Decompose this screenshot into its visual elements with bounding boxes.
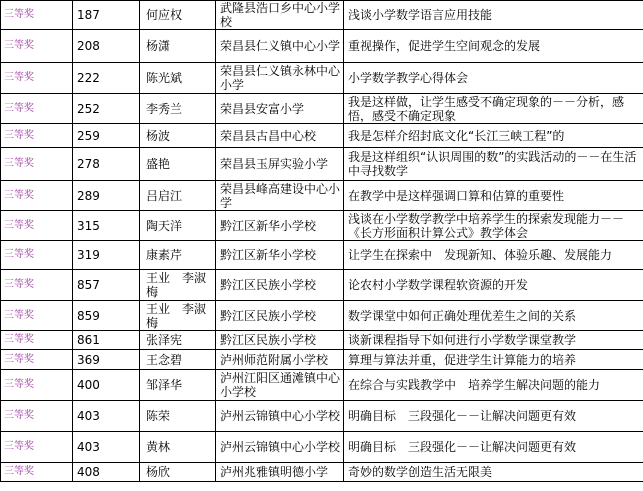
school-cell: 黔江区民族小学校 — [216, 301, 344, 331]
name-cell: 张泽宪 — [140, 331, 216, 350]
school-cell: 荣昌县仁义镇中心小学 — [216, 30, 344, 63]
table-row — [1, 30, 643, 63]
table-row — [1, 1, 643, 30]
award-cell: 三等奖 — [1, 211, 73, 241]
award-cell: 三等奖 — [1, 94, 73, 124]
school-cell: 荣昌县安富小学 — [216, 94, 344, 124]
number-cell: 859 — [73, 301, 140, 331]
table-row — [1, 432, 643, 463]
award-cell: 三等奖 — [1, 1, 73, 30]
award-cell: 三等奖 — [1, 63, 73, 94]
school-cell: 泸州云锦镇中心小学校 — [216, 401, 344, 432]
title-cell: 数学课堂中如何正确处理优差生之间的关系 — [344, 301, 643, 331]
award-cell: 三等奖 — [1, 401, 73, 432]
table-row — [1, 463, 643, 482]
award-cell: 三等奖 — [1, 370, 73, 401]
number-cell: 861 — [73, 331, 140, 350]
name-cell: 杨欣 — [140, 463, 216, 482]
number-cell: 289 — [73, 181, 140, 211]
table-row — [1, 350, 643, 370]
school-cell: 黔江区新华小学校 — [216, 241, 344, 270]
number-cell: 319 — [73, 241, 140, 270]
number-cell: 400 — [73, 370, 140, 401]
table-row — [1, 211, 643, 241]
school-cell: 黔江区民族小学校 — [216, 331, 344, 350]
title-cell: 明确目标 三段强化－－让解决问题更有效 — [344, 401, 643, 432]
award-cell: 三等奖 — [1, 463, 73, 482]
award-cell: 三等奖 — [1, 270, 73, 301]
number-cell: 187 — [73, 1, 140, 30]
name-cell: 陶天洋 — [140, 211, 216, 241]
number-cell: 252 — [73, 94, 140, 124]
name-cell: 杨波 — [140, 124, 216, 148]
table-row — [1, 148, 643, 181]
name-cell: 陈荣 — [140, 401, 216, 432]
number-cell: 403 — [73, 432, 140, 463]
number-cell: 259 — [73, 124, 140, 148]
number-cell: 315 — [73, 211, 140, 241]
school-cell: 黔江区民族小学校 — [216, 270, 344, 301]
name-cell: 杨潇 — [140, 30, 216, 63]
award-cell: 三等奖 — [1, 350, 73, 370]
number-cell: 408 — [73, 463, 140, 482]
award-table-body — [1, 1, 643, 482]
title-cell: 在综合与实践教学中 培养学生解决问题的能力 — [344, 370, 643, 401]
number-cell: 208 — [73, 30, 140, 63]
school-cell: 泸州兆雅镇明德小学 — [216, 463, 344, 482]
title-cell: 谈新课程指导下如何进行小学数学课堂教学 — [344, 331, 643, 350]
title-cell: 论农村小学数学课程软资源的开发 — [344, 270, 643, 301]
table-row — [1, 370, 643, 401]
table-row — [1, 270, 643, 301]
number-cell: 369 — [73, 350, 140, 370]
table-row — [1, 331, 643, 350]
title-cell: 在教学中是这样强调口算和估算的重要性 — [344, 181, 643, 211]
number-cell: 857 — [73, 270, 140, 301]
award-cell: 三等奖 — [1, 148, 73, 181]
title-cell: 浅谈小学数学语言应用技能 — [344, 1, 643, 30]
name-cell: 盛艳 — [140, 148, 216, 181]
table-row — [1, 301, 643, 331]
title-cell: 奇妙的数学创造生活无限美 — [344, 463, 643, 482]
name-cell: 康素芹 — [140, 241, 216, 270]
award-cell: 三等奖 — [1, 301, 73, 331]
name-cell: 陈光斌 — [140, 63, 216, 94]
school-cell: 泸州云锦镇中心小学校 — [216, 432, 344, 463]
award-cell: 三等奖 — [1, 124, 73, 148]
table-row — [1, 124, 643, 148]
number-cell: 403 — [73, 401, 140, 432]
name-cell: 王业 李淑梅 — [140, 301, 216, 331]
school-cell: 荣昌县古昌中心校 — [216, 124, 344, 148]
number-cell: 278 — [73, 148, 140, 181]
table-row — [1, 401, 643, 432]
school-cell: 泸州江阳区通滩镇中心小学校 — [216, 370, 344, 401]
table-row — [1, 63, 643, 94]
number-cell: 222 — [73, 63, 140, 94]
award-cell: 三等奖 — [1, 432, 73, 463]
school-cell: 荣昌县仁义镇永林中心小学 — [216, 63, 344, 94]
title-cell: 小学数学教学心得体会 — [344, 63, 643, 94]
name-cell: 何应权 — [140, 1, 216, 30]
table-row — [1, 94, 643, 124]
name-cell: 李秀兰 — [140, 94, 216, 124]
title-cell: 我是这样做，让学生感受不确定现象的－－分析，感悟，感受不确定现象 — [344, 94, 643, 124]
table-row — [1, 241, 643, 270]
name-cell: 王念碧 — [140, 350, 216, 370]
name-cell: 王业 李淑梅 — [140, 270, 216, 301]
school-cell: 荣昌县玉屏实验小学 — [216, 148, 344, 181]
award-cell: 三等奖 — [1, 331, 73, 350]
title-cell: 我是这样组织“认识周围的数”的实践活动的－－在生活中寻找数学 — [344, 148, 643, 181]
name-cell: 邹泽华 — [140, 370, 216, 401]
title-cell: 重视操作，促进学生空间观念的发展 — [344, 30, 643, 63]
award-cell: 三等奖 — [1, 181, 73, 211]
title-cell: 算理与算法并重，促进学生计算能力的培养 — [344, 350, 643, 370]
table-row — [1, 181, 643, 211]
name-cell: 黄林 — [140, 432, 216, 463]
title-cell: 浅谈在小学数学教学中培养学生的探索发现能力－－《长方形面积计算公式》教学体会 — [344, 211, 643, 241]
title-cell: 我是怎样介绍封底文化“长江三峡工程”的 — [344, 124, 643, 148]
award-cell: 三等奖 — [1, 241, 73, 270]
school-cell: 荣昌县峰高建设中心小学 — [216, 181, 344, 211]
award-cell: 三等奖 — [1, 30, 73, 63]
school-cell: 武隆县浩口乡中心小学校 — [216, 1, 344, 30]
school-cell: 黔江区新华小学校 — [216, 211, 344, 241]
school-cell: 泸州师范附属小学校 — [216, 350, 344, 370]
title-cell: 明确目标 三段强化－－让解决问题更有效 — [344, 432, 643, 463]
name-cell: 吕启江 — [140, 181, 216, 211]
title-cell: 让学生在探索中 发现新知、体验乐趣、发展能力 — [344, 241, 643, 270]
